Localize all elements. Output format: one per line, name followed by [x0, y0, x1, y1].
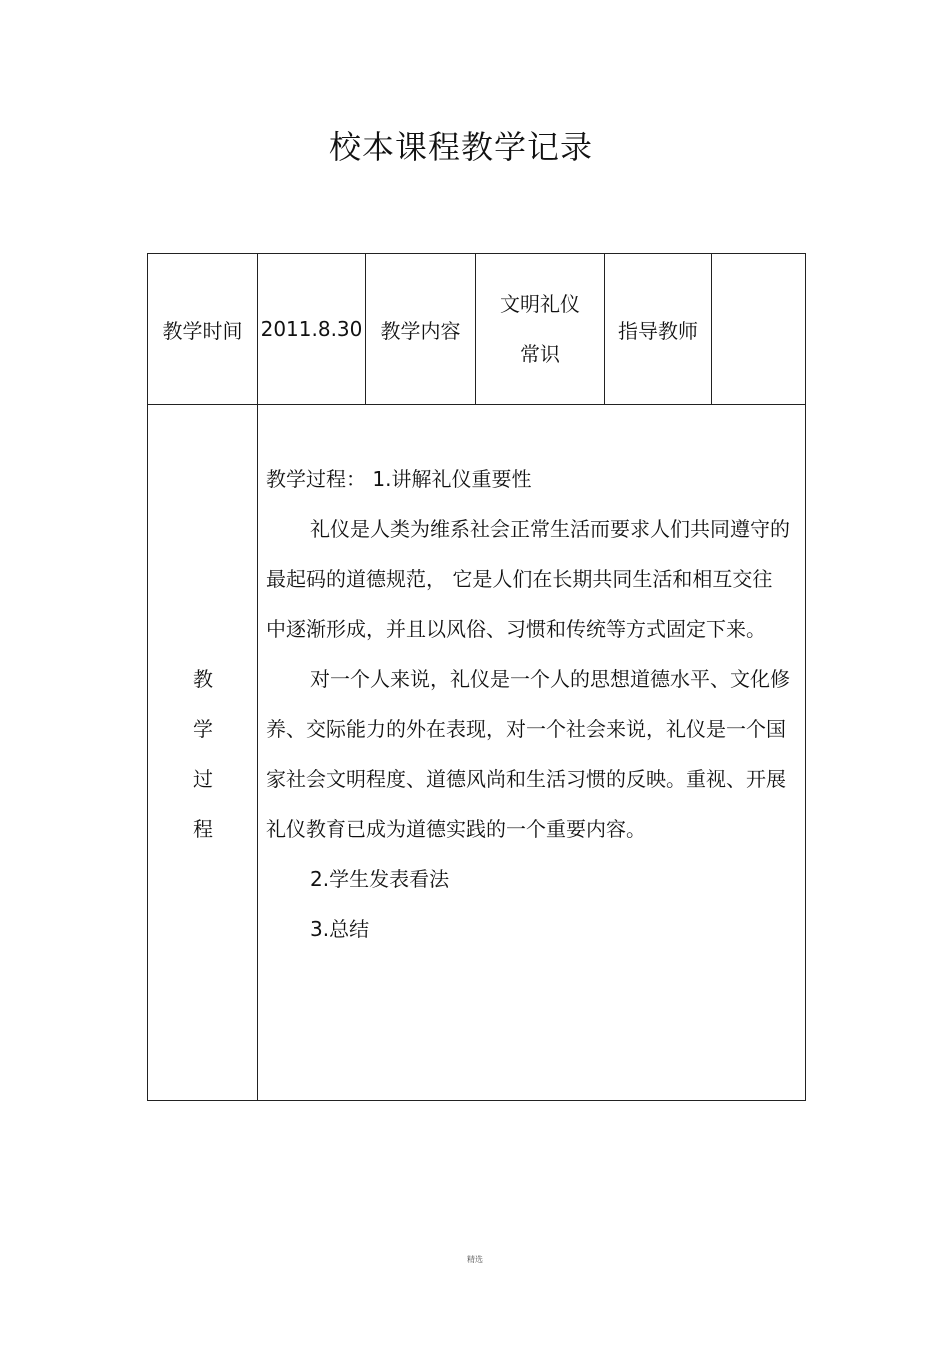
process-label-char: 程: [193, 817, 213, 841]
content-value-cell: [476, 254, 604, 404]
time-label-cell: [148, 254, 257, 404]
teacher-label-cell: [605, 254, 711, 404]
process-label-char: 过: [193, 767, 213, 791]
time-label: 教学时间: [162, 318, 243, 343]
process-content: [266, 454, 792, 954]
footer-mark: 精选: [467, 1255, 483, 1264]
process-paragraph-1: 礼仪是人类为维系社会正常生活而要求人们共同遵守的最起码的道德规范， 它是人们在长期共同生活和相互交往中逐渐形成，并且以风俗、习惯和传统等方式固定下来。: [266, 517, 790, 641]
content-value-line2: 常识: [520, 342, 560, 366]
content-label-cell: [366, 254, 475, 404]
process-step-3: 3.总结: [310, 917, 370, 941]
process-label-char: 教: [193, 667, 213, 691]
time-value-cell: [258, 254, 365, 404]
process-step-2: 2.学生发表看法: [310, 867, 450, 891]
process-label: [148, 654, 258, 854]
teacher-label: 指导教师: [618, 318, 698, 343]
time-value: 2011.8.30: [260, 317, 363, 341]
row-divider: [148, 404, 805, 405]
page-title: 校本课程教学记录: [328, 128, 593, 166]
content-label: 教学内容: [380, 318, 461, 343]
record-table: [147, 253, 806, 1101]
process-label-char: 学: [193, 717, 213, 741]
content-value-line1: 文明礼仪: [500, 292, 580, 316]
process-paragraph-2: 对一个人来说，礼仪是一个人的思想道德水平、文化修养、交际能力的外在表现，对一个社会来说，礼仪是一个国家社会文明程度、道德风尚和生活习惯的反映。重视、开展礼仪教育已成为道德实践的一个重要内容。: [266, 667, 790, 841]
process-heading: 教学过程： 1.讲解礼仪重要性: [266, 467, 532, 491]
teacher-value-cell: [712, 254, 805, 404]
